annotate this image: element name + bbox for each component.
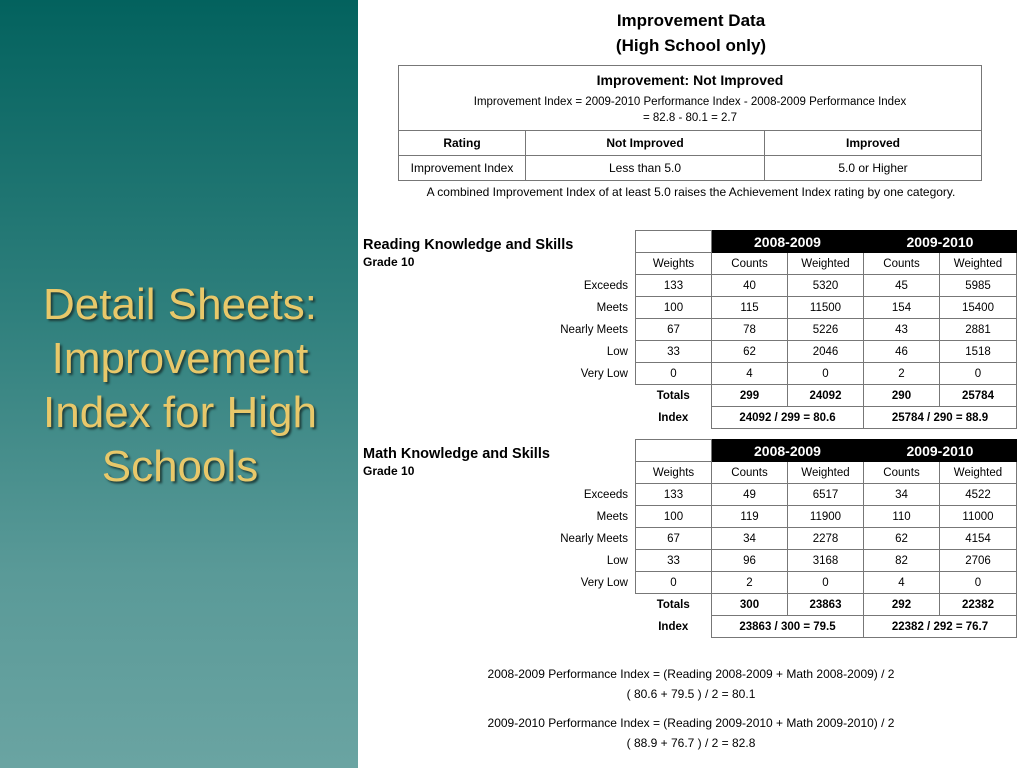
math-row-labels: [528, 484, 632, 594]
count-cell: 45: [864, 275, 940, 297]
improved-header: Improved: [765, 131, 982, 156]
table-row: [636, 297, 1017, 319]
weighted-cell: 0: [788, 363, 864, 385]
count-cell: 4: [712, 363, 788, 385]
weighted-cell: 3168: [788, 550, 864, 572]
performance-formulas-2: [358, 713, 1024, 753]
weighted-cell: 2046: [788, 341, 864, 363]
count-cell: 2: [712, 572, 788, 594]
index-row: [636, 616, 1017, 638]
counts-header: Counts: [712, 253, 788, 275]
index-cell: 24092 / 299 = 80.6: [712, 407, 864, 429]
weight-cell: 133: [636, 275, 712, 297]
row-label: Exceeds: [583, 489, 628, 501]
total-cell: 292: [864, 594, 940, 616]
totals-row: [636, 385, 1017, 407]
year-header: 2009-2010: [864, 231, 1017, 253]
weighted-cell: 1518: [940, 341, 1017, 363]
count-cell: 62: [712, 341, 788, 363]
count-cell: 34: [712, 528, 788, 550]
table-row: [636, 275, 1017, 297]
improved-value: 5.0 or Higher: [765, 156, 982, 181]
weight-cell: 100: [636, 506, 712, 528]
count-cell: 154: [864, 297, 940, 319]
performance-formulas: [358, 664, 1024, 704]
index-cell: 23863 / 300 = 79.5: [712, 616, 864, 638]
row-label: Exceeds: [583, 280, 628, 292]
row-label: Very Low: [580, 577, 628, 589]
total-cell: 24092: [788, 385, 864, 407]
count-cell: 96: [712, 550, 788, 572]
weight-cell: 33: [636, 550, 712, 572]
totals-label: Totals: [656, 598, 690, 611]
weighted-cell: 11500: [788, 297, 864, 319]
perf-2009-calc: ( 88.9 + 76.7 ) / 2 = 82.8: [626, 736, 756, 750]
weighted-cell: 2278: [788, 528, 864, 550]
detail-sheet: [358, 0, 1024, 768]
total-cell: 23863: [788, 594, 864, 616]
weighted-cell: 2706: [940, 550, 1017, 572]
count-cell: 78: [712, 319, 788, 341]
counts-header: Counts: [712, 462, 788, 484]
perf-2009-formula: 2009-2010 Performance Index = (Reading 2009-2010 + Math 2009-2010) / 2: [487, 716, 895, 730]
weight-cell: 133: [636, 484, 712, 506]
row-label: Low: [606, 346, 628, 358]
totals-row: [636, 594, 1017, 616]
weight-cell: 67: [636, 528, 712, 550]
rating-header: Rating: [399, 131, 526, 156]
count-cell: 40: [712, 275, 788, 297]
doc-title: Improvement Data: [616, 11, 766, 30]
weighted-header: Weighted: [940, 253, 1017, 275]
count-cell: 110: [864, 506, 940, 528]
year-header: 2008-2009: [712, 231, 864, 253]
index-row: [636, 407, 1017, 429]
total-cell: 300: [712, 594, 788, 616]
improvement-calc: = 82.8 - 80.1 = 2.7: [643, 112, 737, 124]
weighted-cell: 11900: [788, 506, 864, 528]
weight-cell: 0: [636, 363, 712, 385]
count-cell: 119: [712, 506, 788, 528]
index-label: Index: [658, 620, 689, 633]
weight-cell: 0: [636, 572, 712, 594]
weighted-header: Weighted: [788, 462, 864, 484]
math-grade: Grade 10: [363, 464, 415, 478]
table-row: [636, 319, 1017, 341]
count-cell: 62: [864, 528, 940, 550]
left-panel: [0, 0, 358, 768]
row-label: Low: [606, 555, 628, 567]
weighted-cell: 4154: [940, 528, 1017, 550]
math-title: Math Knowledge and Skills: [363, 446, 550, 462]
count-cell: 115: [712, 297, 788, 319]
weighted-cell: 0: [788, 572, 864, 594]
weight-cell: 67: [636, 319, 712, 341]
count-cell: 43: [864, 319, 940, 341]
weighted-cell: 5320: [788, 275, 864, 297]
rating-table: [399, 131, 981, 180]
perf-2008-calc: ( 80.6 + 79.5 ) / 2 = 80.1: [626, 687, 756, 701]
weighted-header: Weighted: [940, 462, 1017, 484]
weighted-cell: 2881: [940, 319, 1017, 341]
not-improved-value: Less than 5.0: [526, 156, 765, 181]
totals-label: Totals: [656, 389, 690, 402]
count-cell: 2: [864, 363, 940, 385]
table-row: [636, 550, 1017, 572]
rating-note: A combined Improvement Index of at least 5.0 raises the Achievement Index rating by one category.: [426, 185, 956, 199]
index-cell: 22382 / 292 = 76.7: [864, 616, 1017, 638]
total-cell: 22382: [940, 594, 1017, 616]
row-label: Meets: [596, 511, 628, 523]
total-cell: 25784: [940, 385, 1017, 407]
counts-header: Counts: [864, 253, 940, 275]
perf-2008-formula: 2008-2009 Performance Index = (Reading 2008-2009 + Math 2008-2009) / 2: [487, 667, 895, 681]
rating-row-label: Improvement Index: [399, 156, 526, 181]
weighted-cell: 0: [940, 572, 1017, 594]
weighted-cell: 5226: [788, 319, 864, 341]
total-cell: 290: [864, 385, 940, 407]
weighted-cell: 5985: [940, 275, 1017, 297]
math-table: [635, 439, 1017, 638]
weights-header: Weights: [636, 462, 712, 484]
row-label: Meets: [596, 302, 628, 314]
reading-grade: Grade 10: [363, 255, 415, 269]
doc-subtitle: (High School only): [615, 36, 767, 55]
count-cell: 49: [712, 484, 788, 506]
row-label: Nearly Meets: [560, 533, 628, 545]
weight-cell: 100: [636, 297, 712, 319]
weighted-cell: 4522: [940, 484, 1017, 506]
index-cell: 25784 / 290 = 88.9: [864, 407, 1017, 429]
count-cell: 34: [864, 484, 940, 506]
weight-cell: 33: [636, 341, 712, 363]
reading-row-labels: [528, 275, 632, 385]
count-cell: 46: [864, 341, 940, 363]
index-label: Index: [658, 411, 689, 424]
improvement-heading: Improvement: Not Improved: [596, 72, 784, 88]
year-header: 2009-2010: [864, 440, 1017, 462]
reading-title: Reading Knowledge and Skills: [363, 237, 574, 253]
improvement-formula: Improvement Index = 2009-2010 Performance Index - 2008-2009 Performance Index: [473, 96, 907, 108]
table-row: [636, 572, 1017, 594]
table-row: [636, 484, 1017, 506]
improvement-box: [398, 65, 982, 181]
count-cell: 82: [864, 550, 940, 572]
total-cell: 299: [712, 385, 788, 407]
table-row: [636, 528, 1017, 550]
counts-header: Counts: [864, 462, 940, 484]
weighted-cell: 0: [940, 363, 1017, 385]
weighted-cell: 6517: [788, 484, 864, 506]
table-row: [636, 363, 1017, 385]
slide-title: Detail Sheets: Improvement Index for High Schools: [43, 280, 317, 491]
row-label: Nearly Meets: [560, 324, 628, 336]
weighted-header: Weighted: [788, 253, 864, 275]
count-cell: 4: [864, 572, 940, 594]
row-label: Very Low: [580, 368, 628, 380]
weights-header: Weights: [636, 253, 712, 275]
table-row: [636, 341, 1017, 363]
year-header: 2008-2009: [712, 440, 864, 462]
reading-table: [635, 230, 1017, 429]
not-improved-header: Not Improved: [526, 131, 765, 156]
table-row: [636, 506, 1017, 528]
weighted-cell: 15400: [940, 297, 1017, 319]
weighted-cell: 11000: [940, 506, 1017, 528]
